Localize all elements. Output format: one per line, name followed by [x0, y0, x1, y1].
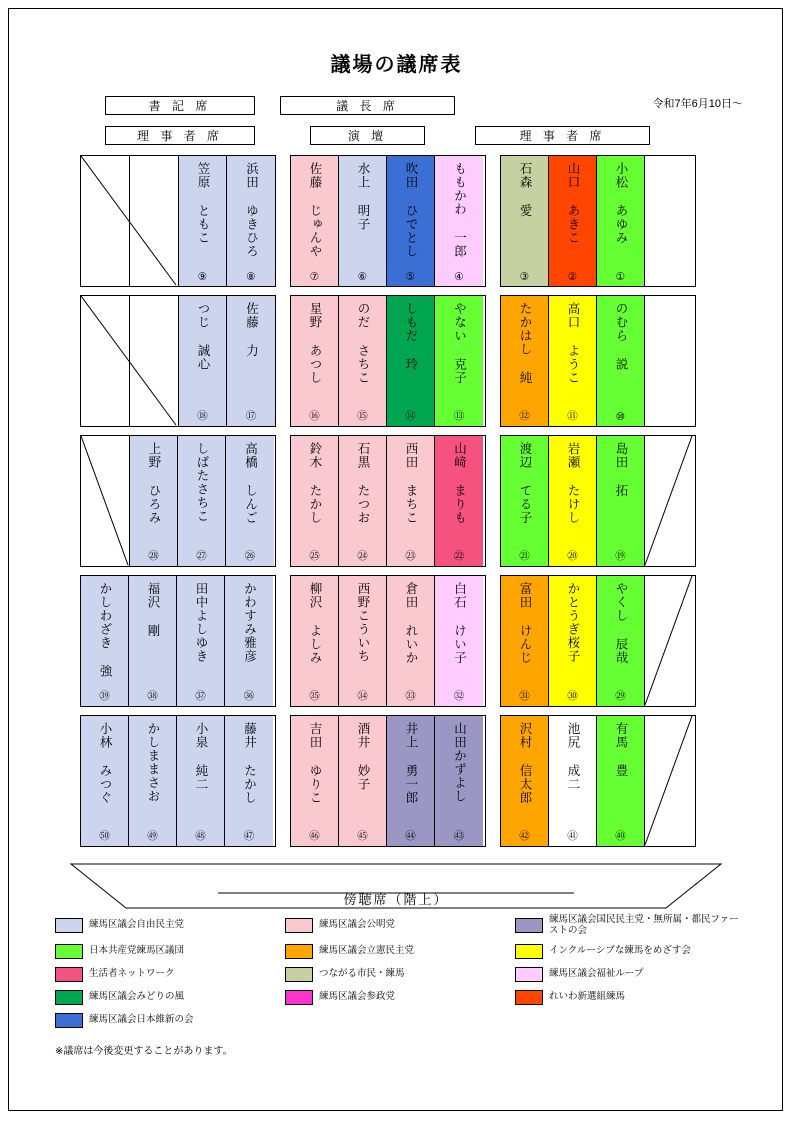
- empty-seat: [130, 296, 179, 426]
- seat-row: [80, 435, 712, 567]
- legend-color-swatch: [55, 967, 83, 982]
- page-title: 議場の議席表: [330, 54, 463, 76]
- seat-member-name: 井上 勇一郎: [404, 722, 418, 805]
- legend-row: [55, 944, 745, 959]
- legend-item: [515, 967, 745, 982]
- seat-number: ㊻: [309, 830, 320, 842]
- seat[interactable]: [130, 436, 178, 566]
- seat-number: ㊵: [615, 830, 626, 842]
- seat-number: ②: [567, 271, 578, 283]
- seat-member-name: 山田かずよし: [452, 722, 467, 803]
- seat-number: ㊽: [195, 830, 206, 842]
- seat-member-name: 小林 みつぐ: [98, 722, 112, 805]
- seat[interactable]: [597, 296, 645, 426]
- seat[interactable]: [225, 716, 273, 846]
- legend-color-swatch: [515, 944, 543, 959]
- seat-number: ⑧: [246, 271, 256, 283]
- seat-member-name: 小泉 純二: [194, 722, 208, 791]
- seat-member-name: 鈴木 たかし: [308, 442, 322, 525]
- seat-member-name: 吉田 ゆりこ: [308, 722, 322, 805]
- seat[interactable]: [226, 436, 274, 566]
- seat-block-left: [80, 435, 276, 567]
- seat-block-mid: [290, 575, 486, 707]
- empty-seat: [81, 296, 130, 426]
- seat-block-left: [80, 575, 276, 707]
- legend-label: インクルーシブな練馬をめざす会: [549, 945, 691, 957]
- legend-color-swatch: [55, 918, 83, 933]
- legend-color-swatch: [55, 1013, 83, 1028]
- block-filler: [645, 716, 693, 846]
- seat[interactable]: [549, 716, 597, 846]
- seat-number: ⑰: [245, 410, 257, 422]
- seat-member-name: 藤井 たかし: [242, 722, 257, 805]
- legend-label: 日本共産党練馬区議団: [89, 945, 185, 957]
- seat-number: ⑬: [453, 410, 465, 422]
- seat-number: ⑨: [197, 271, 208, 283]
- seat-number: ⑤: [405, 271, 416, 283]
- seat-number: ㉚: [567, 690, 578, 702]
- seat-member-name: 浜田 ゆきひろ: [244, 162, 259, 258]
- seat-member-name: 佐藤 じゅんや: [308, 162, 322, 258]
- seat[interactable]: [501, 436, 549, 566]
- block-filler: [645, 296, 693, 426]
- seat-member-name: やない 克子: [452, 302, 467, 385]
- legend-color-swatch: [55, 990, 83, 1005]
- seat[interactable]: [501, 296, 549, 426]
- legend-label: 練馬区議会みどりの風: [89, 991, 185, 1003]
- legend-label: 練馬区議会国民民主党・無所属・都民ファーストの会: [549, 914, 739, 936]
- empty-seat: [81, 436, 130, 566]
- legend-color-swatch: [55, 944, 83, 959]
- seat[interactable]: [435, 436, 483, 566]
- seat-member-name: 渡辺 てる子: [518, 442, 532, 525]
- seat-block-right: [500, 295, 696, 427]
- seat-member-name: 田中よしゆき: [194, 582, 208, 663]
- seat[interactable]: [291, 296, 339, 426]
- seat-block-right: [500, 435, 696, 567]
- seat-member-name: 水上 明子: [356, 162, 370, 231]
- legend-item: [55, 944, 285, 959]
- seat-number: ③: [519, 271, 530, 283]
- seat[interactable]: [387, 296, 435, 426]
- seat-number: ㊼: [243, 830, 255, 842]
- seat[interactable]: [435, 156, 483, 286]
- seat-number: ㉕: [309, 550, 320, 562]
- seat[interactable]: [81, 716, 129, 846]
- gallery-label: 傍聴席（階上）: [343, 892, 449, 907]
- seat[interactable]: [339, 156, 387, 286]
- seat-number: ㉝: [405, 690, 416, 702]
- legend-color-swatch: [285, 990, 313, 1005]
- seat-block-left: [80, 715, 276, 847]
- seat-number: ㉒: [453, 550, 465, 562]
- legend-item: [55, 1013, 287, 1028]
- seat[interactable]: [291, 576, 339, 706]
- seat-number: ㊲: [195, 690, 206, 702]
- seat[interactable]: [387, 716, 435, 846]
- seat-number: ㉞: [357, 690, 368, 702]
- seat-member-name: 高口 ようこ: [566, 302, 580, 385]
- legend-label: れいわ新選組練馬: [549, 991, 626, 1003]
- seat[interactable]: [225, 576, 273, 706]
- seat-member-name: 石黒 たつお: [356, 442, 370, 525]
- seat-member-name: 星野 あつし: [308, 302, 322, 385]
- header-director-right: 理 事 者 席: [475, 126, 650, 145]
- seat-member-name: 石森 愛: [518, 162, 532, 218]
- seat-member-name: 西田 まちこ: [404, 442, 418, 525]
- seat-number: ㊱: [243, 690, 255, 702]
- seat-number: ㊶: [567, 830, 578, 842]
- seat-number: ㉘: [148, 550, 159, 562]
- seat-member-name: のむら 説: [614, 302, 628, 371]
- legend-label: 生活者ネットワーク: [89, 968, 175, 980]
- seat-member-name: しばたさちこ: [195, 442, 209, 523]
- seat[interactable]: [435, 296, 483, 426]
- seat-number: ④: [454, 271, 464, 283]
- seat-number: ㉔: [357, 550, 368, 562]
- legend-row: [55, 967, 745, 982]
- seat[interactable]: [129, 576, 177, 706]
- legend-item: [285, 944, 515, 959]
- seat[interactable]: [179, 296, 227, 426]
- seat[interactable]: [597, 576, 645, 706]
- seat-member-name: 柳沢 よしみ: [308, 582, 322, 665]
- legend-color-swatch: [285, 918, 313, 933]
- seat-number: ⑭: [405, 410, 416, 422]
- seat[interactable]: [549, 576, 597, 706]
- legend-label: 練馬区議会福祉ループ: [549, 968, 644, 980]
- seat[interactable]: [227, 296, 275, 426]
- seat[interactable]: [387, 156, 435, 286]
- header-podium: 演 壇: [310, 126, 425, 145]
- seat-row: [80, 715, 712, 847]
- header-director-left: 理 事 者 席: [105, 126, 255, 145]
- seat-block-right: [500, 715, 696, 847]
- seat[interactable]: [597, 436, 645, 566]
- legend-color-swatch: [285, 944, 313, 959]
- seat-member-name: 富田 けんじ: [518, 582, 532, 665]
- legend-item: [285, 967, 515, 982]
- header-clerk-seat: 書 記 席: [105, 96, 255, 115]
- seat-member-name: 山口 あきこ: [566, 162, 580, 245]
- legend: [55, 915, 745, 1036]
- seat[interactable]: [177, 716, 225, 846]
- seat-member-name: 有馬 豊: [614, 722, 628, 778]
- seat-member-name: 福沢 剛: [146, 582, 160, 638]
- seat[interactable]: [549, 296, 597, 426]
- legend-item: [515, 944, 745, 959]
- seat-number: ⑯: [309, 410, 320, 422]
- seat-number: ㉜: [453, 690, 465, 702]
- legend-color-swatch: [285, 967, 313, 982]
- seat-member-name: かわすみ雅彦: [242, 582, 257, 663]
- seat-number: ㊷: [519, 830, 530, 842]
- empty-seat: [130, 156, 179, 286]
- seat-member-name: 上野 ひろみ: [147, 442, 161, 525]
- legend-label: 練馬区議会日本維新の会: [89, 1014, 194, 1026]
- legend-label: 練馬区議会自由民主党: [89, 919, 185, 931]
- seat-member-name: 吹田 ひでとし: [404, 162, 418, 258]
- seat-member-name: 池尻 成二: [566, 722, 580, 791]
- seat-member-name: のだ さちこ: [356, 302, 370, 385]
- legend-item: [515, 990, 745, 1005]
- seat[interactable]: [291, 716, 339, 846]
- seat-number: ⑥: [357, 271, 368, 283]
- seat-number: ㉟: [309, 690, 320, 702]
- seat[interactable]: [549, 156, 597, 286]
- seat-member-name: 佐藤 力: [244, 302, 259, 358]
- seat-grid: [80, 155, 712, 855]
- seat-member-name: 西野こういち: [356, 582, 370, 663]
- seat-block-mid: [290, 295, 486, 427]
- seat-block-right: [500, 575, 696, 707]
- seat[interactable]: [178, 436, 226, 566]
- seat-member-name: 島田 拓: [614, 442, 628, 498]
- seat[interactable]: [339, 436, 387, 566]
- seat-block-right: [500, 155, 696, 287]
- seat-member-name: 笠原 ともこ: [196, 162, 210, 245]
- seat[interactable]: [501, 576, 549, 706]
- legend-item: [285, 990, 515, 1005]
- legend-color-swatch: [515, 967, 543, 982]
- seat-number: ㊹: [405, 830, 416, 842]
- seat-member-name: 倉田 れいか: [404, 582, 418, 665]
- seat[interactable]: [435, 716, 483, 846]
- legend-label: つながる市民・練馬: [319, 968, 405, 980]
- seat-number: ㊴: [99, 690, 110, 702]
- seat-number: ㊳: [147, 690, 158, 702]
- seat-row: [80, 295, 712, 427]
- seat-member-name: かしわざき 強: [98, 582, 112, 678]
- seat-member-name: たかはし 純: [518, 302, 532, 385]
- seat-block-mid: [290, 435, 486, 567]
- legend-row: [55, 1013, 745, 1028]
- seat-number: ㉖: [244, 550, 256, 562]
- seat-member-name: ももかわ 一郎: [452, 162, 467, 258]
- seat-member-name: 沢村 信太郎: [518, 722, 532, 805]
- effective-date: 令和7年6月10日～: [652, 98, 743, 110]
- seat-number: ㊸: [453, 830, 465, 842]
- seat-member-name: 岩瀬 たけし: [566, 442, 580, 525]
- seat[interactable]: [339, 296, 387, 426]
- legend-row: [55, 990, 745, 1005]
- seat[interactable]: [339, 576, 387, 706]
- seat[interactable]: [597, 716, 645, 846]
- seat-number: ⑳: [567, 550, 578, 562]
- seat[interactable]: [179, 156, 227, 286]
- seat-number: ⑱: [197, 410, 208, 422]
- seat-number: ⑮: [357, 410, 368, 422]
- seat-row: [80, 155, 712, 287]
- seat-member-name: やくし 辰哉: [614, 582, 628, 665]
- seat-member-name: 白石 けい子: [452, 582, 467, 665]
- seat-number: ⑦: [309, 271, 320, 283]
- legend-label: 練馬区議会参政党: [319, 991, 396, 1003]
- seat[interactable]: [597, 156, 645, 286]
- seat[interactable]: [81, 576, 129, 706]
- legend-label: 練馬区議会立憲民主党: [319, 945, 415, 957]
- seat-number: ㊺: [357, 830, 368, 842]
- legend-item: [285, 915, 515, 936]
- seat-member-name: 高橋 しんご: [243, 442, 258, 525]
- legend-item: [55, 967, 285, 982]
- legend-color-swatch: [515, 990, 543, 1005]
- legend-color-swatch: [515, 918, 543, 933]
- header-chair-seat: 議 長 席: [280, 96, 455, 115]
- seat-block-left: [80, 155, 276, 287]
- seat-number: ㉙: [615, 690, 626, 702]
- seat-number: ㉛: [519, 690, 530, 702]
- seat[interactable]: [387, 576, 435, 706]
- seat-number: ㊾: [147, 830, 158, 842]
- seat[interactable]: [339, 716, 387, 846]
- public-gallery: [66, 862, 726, 910]
- seat[interactable]: [291, 156, 339, 286]
- legend-item: [515, 915, 745, 936]
- seat[interactable]: [227, 156, 275, 286]
- block-filler: [645, 156, 693, 286]
- block-filler: [645, 576, 693, 706]
- seat[interactable]: [501, 156, 549, 286]
- seat-number: ㉗: [196, 550, 207, 562]
- legend-label: 練馬区議会公明党: [319, 919, 396, 931]
- seat-block-left: [80, 295, 276, 427]
- seat-member-name: しもだ 玲: [404, 302, 418, 371]
- seat-block-mid: [290, 155, 486, 287]
- legend-item: [55, 990, 285, 1005]
- seat-member-name: 山﨑 まりも: [452, 442, 467, 525]
- seat-member-name: 小松 あゆみ: [614, 162, 628, 245]
- block-filler: [645, 436, 693, 566]
- seat[interactable]: [129, 716, 177, 846]
- seat-row: [80, 575, 712, 707]
- seat[interactable]: [291, 436, 339, 566]
- seat-number: ⑲: [615, 550, 626, 562]
- seat-number: ㉑: [519, 550, 530, 562]
- footnote: ※議席は今後変更することがあります。: [55, 1046, 233, 1057]
- seat-member-name: つじ 誠心: [196, 302, 210, 371]
- seat-member-name: 酒井 妙子: [356, 722, 370, 791]
- seat[interactable]: [177, 576, 225, 706]
- seat[interactable]: [549, 436, 597, 566]
- seat-number: ①: [615, 271, 626, 283]
- seat-number: ⑫: [519, 410, 530, 422]
- seat[interactable]: [387, 436, 435, 566]
- seat-member-name: かしままさお: [146, 722, 160, 803]
- seat-block-mid: [290, 715, 486, 847]
- seat[interactable]: [435, 576, 483, 706]
- seat-number: ㉓: [405, 550, 416, 562]
- seat-number: ㊿: [99, 830, 110, 842]
- legend-item: [55, 915, 285, 936]
- seat-number: ⑩: [615, 411, 626, 423]
- seat-number: ⑪: [567, 410, 578, 422]
- empty-seat: [81, 156, 130, 286]
- legend-row: [55, 915, 745, 936]
- seat-member-name: かとうぎ桜子: [566, 582, 580, 663]
- seat[interactable]: [501, 716, 549, 846]
